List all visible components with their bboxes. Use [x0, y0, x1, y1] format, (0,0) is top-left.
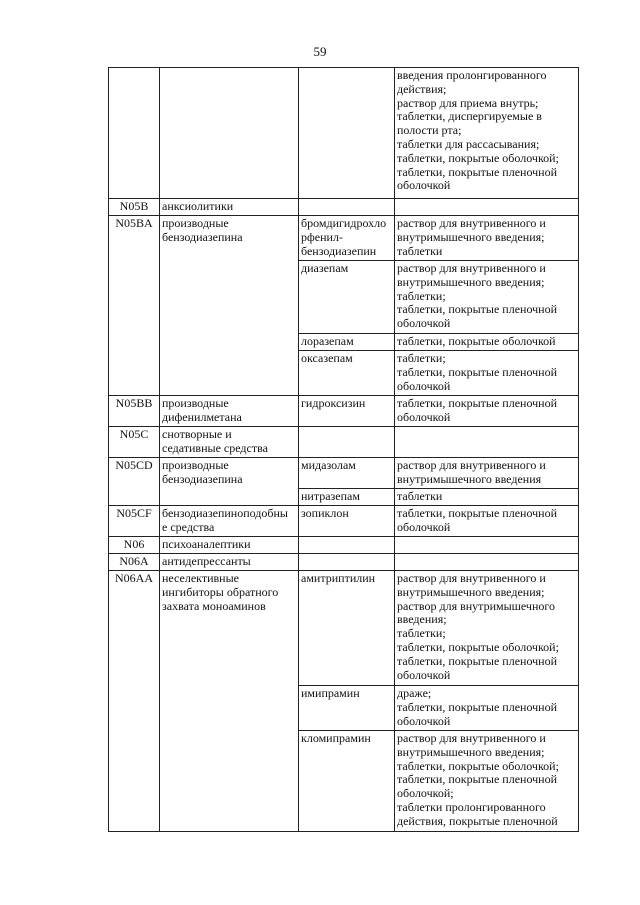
dosage-forms-cell [395, 427, 579, 458]
drug-name-cell: амитриптилин [299, 571, 395, 686]
drug-classification-table [108, 67, 579, 832]
group-name-cell: производные дифенилметана [160, 396, 299, 427]
atc-code-cell: N06A [109, 554, 160, 571]
drug-name-cell: лоразепам [299, 334, 395, 351]
table-row [109, 554, 579, 571]
group-name-cell: производные бензодиазепина [160, 216, 299, 396]
atc-code-cell: N05C [109, 427, 160, 458]
group-name-cell: анксиолитики [160, 199, 299, 216]
dosage-forms-cell: таблетки, покрытые пленочной оболочкой [395, 396, 579, 427]
table-row [109, 427, 579, 458]
dosage-forms-cell: таблетки, покрытые оболочкой [395, 334, 579, 351]
table-row [109, 537, 579, 554]
atc-code-cell: N05B [109, 199, 160, 216]
drug-name-cell: имипрамин [299, 686, 395, 731]
dosage-forms-cell: раствор для внутривенного и внутримышечного введения; таблетки, покрытые оболочкой; таблетки, покрытые пленочной оболочкой; таблетки пролонгированного действия, покрытые пленочной [395, 731, 579, 832]
drug-name-cell: зопиклон [299, 506, 395, 537]
drug-name-cell: гидроксизин [299, 396, 395, 427]
atc-code-cell: N06 [109, 537, 160, 554]
group-name-cell [160, 68, 299, 199]
drug-name-cell: бромдигидрохло рфенил- бензодиазепин [299, 216, 395, 261]
group-name-cell: снотворные и седативные средства [160, 427, 299, 458]
atc-code-cell: N05BB [109, 396, 160, 427]
drug-name-cell [299, 427, 395, 458]
atc-code-cell: N05BA [109, 216, 160, 396]
dosage-forms-cell [395, 199, 579, 216]
dosage-forms-cell: драже; таблетки, покрытые пленочной оболочкой [395, 686, 579, 731]
group-name-cell: психоаналептики [160, 537, 299, 554]
atc-code-cell: N05CF [109, 506, 160, 537]
dosage-forms-cell: введения пролонгированного действия; раствор для приема внутрь; таблетки, диспергируемые в полости рта; таблетки для рассасывания; таблетки, покрытые оболочкой; таблетки, покрытые пленочной оболочкой [395, 68, 579, 199]
group-name-cell: производные бензодиазепина [160, 458, 299, 506]
group-name-cell: антидепрессанты [160, 554, 299, 571]
table-row [109, 68, 579, 199]
drug-name-cell [299, 68, 395, 199]
table-row [109, 506, 579, 537]
drug-name-cell: нитразепам [299, 489, 395, 506]
table-row [109, 216, 579, 261]
drug-name-cell [299, 554, 395, 571]
table-row [109, 199, 579, 216]
dosage-forms-cell: таблетки; таблетки, покрытые пленочной оболочкой [395, 351, 579, 396]
drug-name-cell: кломипрамин [299, 731, 395, 832]
dosage-forms-cell [395, 537, 579, 554]
page-number: 59 [313, 44, 327, 59]
drug-name-cell [299, 537, 395, 554]
drug-name-cell [299, 199, 395, 216]
dosage-forms-cell: раствор для внутривенного и внутримышечного введения; таблетки; таблетки, покрытые пленочной оболочкой [395, 261, 579, 334]
dosage-forms-cell [395, 554, 579, 571]
dosage-forms-cell: раствор для внутривенного и внутримышечного введения; таблетки [395, 216, 579, 261]
table-row [109, 571, 579, 686]
dosage-forms-cell: таблетки [395, 489, 579, 506]
atc-code-cell [109, 68, 160, 199]
drug-name-cell: диазепам [299, 261, 395, 334]
atc-code-cell: N06AA [109, 571, 160, 832]
dosage-forms-cell: раствор для внутривенного и внутримышечного введения; раствор для внутримышечного введения; таблетки; таблетки, покрытые оболочкой; таблетки, покрытые пленочной оболочкой [395, 571, 579, 686]
dosage-forms-cell: таблетки, покрытые пленочной оболочкой [395, 506, 579, 537]
table-row [109, 396, 579, 427]
table-row [109, 458, 579, 489]
drug-name-cell: мидазолам [299, 458, 395, 489]
group-name-cell: неселективные ингибиторы обратного захвата моноаминов [160, 571, 299, 832]
drug-name-cell: оксазепам [299, 351, 395, 396]
group-name-cell: бензодиазепиноподобны е средства [160, 506, 299, 537]
atc-code-cell: N05CD [109, 458, 160, 506]
dosage-forms-cell: раствор для внутривенного и внутримышечного введения [395, 458, 579, 489]
